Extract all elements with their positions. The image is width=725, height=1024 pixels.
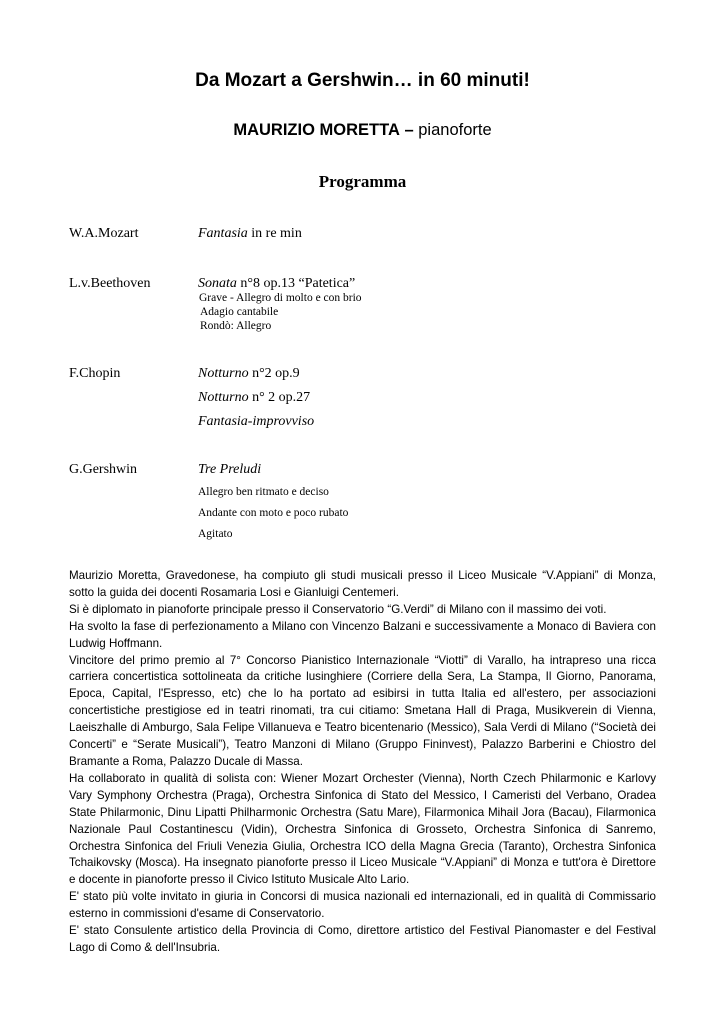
work-detail: n°2 op.9 bbox=[248, 366, 300, 381]
composer-gershwin: G.Gershwin bbox=[69, 462, 138, 477]
movement-item: Allegro ben ritmato e deciso bbox=[198, 486, 329, 498]
work-detail: in re min bbox=[247, 226, 302, 241]
work-title: Fantasia bbox=[198, 226, 248, 241]
movement-item: Andante con moto e poco rubato bbox=[198, 507, 349, 519]
performer-instrument: pianoforte bbox=[418, 121, 492, 139]
work-chopin-2 bbox=[198, 390, 310, 406]
movement-item: Agitato bbox=[198, 528, 233, 540]
work-detail: n°8 op.13 “Patetica” bbox=[236, 276, 356, 291]
performer-line bbox=[0, 121, 725, 140]
composer-beethoven: L.v.Beethoven bbox=[69, 276, 151, 291]
work-chopin-3 bbox=[198, 414, 314, 430]
performer-name: MAURIZIO MORETTA bbox=[233, 121, 400, 139]
work-gershwin bbox=[198, 462, 261, 478]
work-title: Sonata bbox=[198, 276, 237, 291]
bio-paragraph: E' stato Consulente artistico della Provincia di Como, direttore artistico del Festival Pianomaster e del Festival Lago di Como & dell'Insubria. bbox=[69, 924, 656, 954]
movement-item: Adagio cantabile bbox=[200, 306, 279, 318]
work-title: Notturno bbox=[198, 366, 249, 381]
movement-item: Rondò: Allegro bbox=[200, 320, 272, 332]
work-title: Fantasia-improvviso bbox=[198, 414, 315, 429]
work-detail: n° 2 op.27 bbox=[248, 390, 311, 405]
work-mozart bbox=[198, 226, 302, 242]
bio-paragraph: Ha collaborato in qualità di solista con: Wiener Mozart Orchester (Vienna), North Czech Philarmonic e Karlovy Vary Symphony Orchestra (Praga), Orchestra Sinfonica di Stato del Messico, I Cameristi del Verbano, Oradea State Philarmonic, Dinu Lipatti Philharmonic Orchestra (Satu Mare), Filarmonica Mihail Jora (Bacau), Filarmonica Nazionale Paul Costantinescu (Vidin), Orchestra Sinfonica di Grosseto, Orchestra Sinfonica di Sanremo, Orchestra Sinfonica del Friuli Venezia Giulia, Orchestra ICO della Magna Grecia (Taranto), Orchestra Sinfonica Tchaikovsky (Mosca). Ha insegnato pianoforte presso il Liceo Musicale “V.Appiani” di Monza e tutt'ora è Direttore e docente in pianoforte presso il Civico Istituto Musicale Alto Lario. bbox=[69, 771, 656, 887]
composer-chopin: F.Chopin bbox=[69, 366, 121, 381]
movement-item: Grave - Allegro di molto e con brio bbox=[199, 292, 362, 304]
biography bbox=[69, 568, 656, 957]
work-title: Notturno bbox=[198, 390, 249, 405]
program-heading: Programma bbox=[318, 172, 407, 191]
work-beethoven bbox=[198, 276, 355, 292]
composer-mozart: W.A.Mozart bbox=[69, 226, 139, 241]
bio-paragraph: Vincitore del primo premio al 7° Concorso Pianistico Internazionale “Viotti” di Varallo, ha intrapreso una ricca carriera concertistica sottolineata da critiche lusinghiere (Corriere della Sera, La Stampa, Il Giorno, Panorama, Epoca, Capital, l'Espresso, etc) che lo ha portato ad esibirsi in tutta Italia ed all'estero, per associazioni concertistiche prestigiose ed in teatri rinomati, tra cui citiamo: Smetana Hall di Praga, Musikverein di Vienna, Laeiszhalle di Amburgo, Sala Felipe Villanueva e Teatro bicentenario (Messico), Sala Verdi di Milano (“Società dei Concerti” e “Serate Musicali”), Teatro Manzoni di Milano (Gruppo Fininvest), Palazzo Barberini e Chiostro del Bramante a Roma, Palazzo Ducale di Massa. bbox=[69, 653, 656, 768]
concert-title: Da Mozart a Gershwin… in 60 minuti! bbox=[195, 70, 530, 91]
performer-separator: – bbox=[404, 121, 414, 139]
bio-paragraph: Maurizio Moretta, Gravedonese, ha compiuto gli studi musicali presso il Liceo Musicale “V.Appiani” di Monza, sotto la guida dei docenti Rosamaria Losi e Gianluigi Centemeri. bbox=[69, 569, 656, 599]
work-title: Tre Preludi bbox=[198, 462, 262, 477]
bio-paragraph: E' stato più volte invitato in giuria in Concorsi di musica nazionali ed internazionali, ed in qualità di Commissario esterno in commissioni d'esame di Conservatorio. bbox=[69, 890, 656, 921]
bio-paragraph: Ha svolto la fase di perfezionamento a Milano con Vincenzo Balzani e successivamente a Monaco di Baviera con Ludwig Hoffmann. bbox=[69, 619, 656, 650]
work-chopin-1 bbox=[198, 366, 300, 382]
bio-paragraph: Si è diplomato in pianoforte principale presso il Conservatorio “G.Verdi” di Milano con il massimo dei voti. bbox=[69, 602, 607, 616]
